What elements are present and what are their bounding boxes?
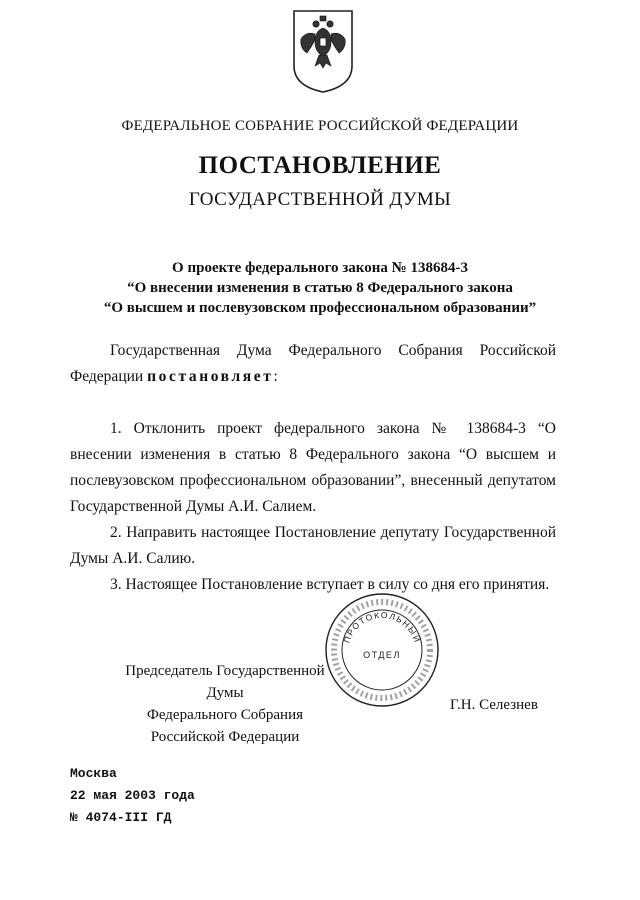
footer-city: Москва xyxy=(70,766,117,781)
stamp-arc-text: ПРОТОКОЛЬНЫЙ xyxy=(341,609,423,645)
preamble-paragraph xyxy=(70,338,556,390)
signatory-name: Г.Н. Селезнев xyxy=(450,697,538,713)
item-1-paragraph: 1. Отклонить проект федерального закона № 138684-3 “О внесении изменения в статью 8 Федерального закона “О высшем и послевузовском профессиональном образовании”, внесенный депутатом Государственной Думы А.И. Салием. xyxy=(70,420,556,515)
subject-line-3: “О высшем и послевузовском профессиональном образовании” xyxy=(103,300,537,316)
official-round-stamp-icon xyxy=(322,590,442,710)
signatory-position-line-1: Председатель Государственной Думы xyxy=(125,663,325,701)
subject-line-2: “О внесении изменения в статью 8 Федерального закона xyxy=(127,280,513,296)
footer-number: № 4074-III ГД xyxy=(70,810,172,825)
item-3-paragraph: 3. Настоящее Постановление вступает в силу со дня его принятия. xyxy=(110,576,550,593)
document-footer xyxy=(70,763,195,829)
preamble-verb: постановляет xyxy=(147,368,274,385)
stamp-center-text: ОТДЕЛ xyxy=(363,650,401,660)
signatory-position-line-3: Российской Федерации xyxy=(150,729,300,745)
subject-line-1: О проекте федерального закона № 138684-3 xyxy=(172,260,468,276)
organization-heading: ФЕДЕРАЛЬНОЕ СОБРАНИЕ РОССИЙСКОЙ ФЕДЕРАЦИИ xyxy=(121,118,519,134)
svg-text:ПРОТОКОЛЬНЫЙ xyxy=(341,610,423,645)
document-subtitle: ГОСУДАРСТВЕННОЙ ДУМЫ xyxy=(188,189,452,210)
footer-date: 22 мая 2003 года xyxy=(70,788,195,803)
signatory-position-line-2: Федерального Собрания xyxy=(146,707,304,723)
preamble-text: Государственная Дума Федерального Собрания Российской Федерации xyxy=(70,342,556,385)
item-2-paragraph: 2. Направить настоящее Постановление депутату Государственной Думы А.И. Салию. xyxy=(70,524,556,567)
preamble-colon: : xyxy=(273,368,278,385)
document-title: ПОСТАНОВЛЕНИЕ xyxy=(198,152,442,179)
subject-block xyxy=(0,258,640,318)
signatory-position xyxy=(110,660,340,748)
double-headed-eagle-emblem-icon xyxy=(291,8,355,94)
